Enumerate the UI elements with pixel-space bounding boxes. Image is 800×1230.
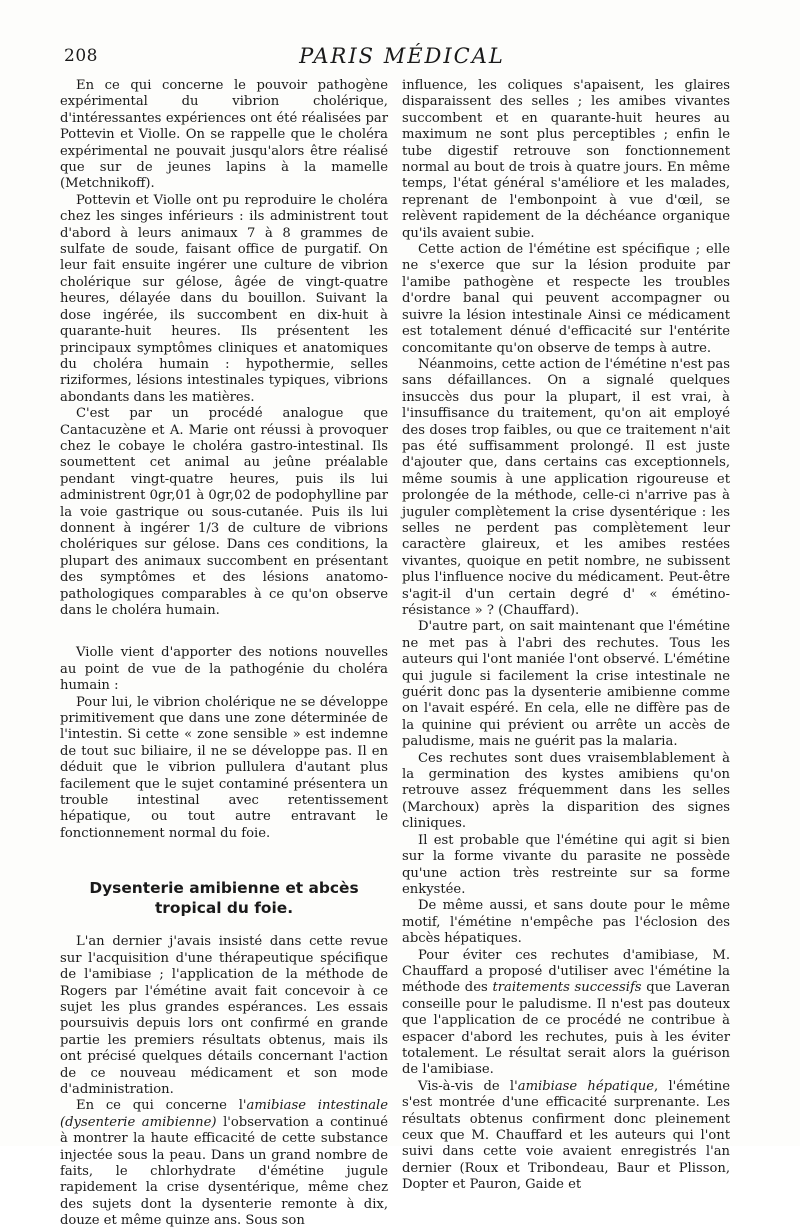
paragraph: De même aussi, et sans doute pour le même motif, l'émétine n'empêche pas l'éclosion des abcès hépatiques.: [402, 898, 730, 947]
right-column: [402, 78, 730, 1194]
paragraph: Néanmoins, cette action de l'émétine n'est pas sans défaillances. On a signalé quelques insuccès dus pour la plupart, il est vrai, à l'insuffisance du traitement, qu'on ait employé des doses trop faibles, ou que ce traitement n'ait pas été suffisamment prolongé. Il est juste d'ajouter que, dans certains cas exceptionnels, même soumis à une application rigoureuse et prolongée de la méthode, celle-ci n'arrive pas à juguler complètement la crise dysentérique : les selles ne perdent pas complètement leur caractère glaireux, et les amibes restées vivantes, quoique en petit nombre, ne subissent plus l'influence nocive du médicament. Peut-être s'agit-il d'un certain degré d' « émétino-résistance » ? (Chauffard).: [402, 356, 730, 618]
paragraph: [402, 1079, 730, 1194]
text-run: Vis-à-vis de l': [418, 1078, 518, 1094]
paragraph: Violle vient d'apporter des notions nouvelles au point de vue de la pathogénie du choléra humain :: [60, 645, 388, 694]
text-run: , l'émétine s'est montrée d'une efficacité surprenante. Les résultats obtenus confirment donc pleinement ceux que M. Chauffard et les auteurs qui l'ont suivi dans cette voie avaient enregistrés l'an dernier (Roux et Tribondeau, Baur et Plisson, Dopter et Pauron, Gaide et: [402, 1078, 730, 1193]
paragraph: [60, 1098, 388, 1229]
italic-term: traitements successifs: [492, 980, 642, 996]
text-run: l'observation a continué à montrer la haute efficacité de cette substance injectée sous la peau. Dans un grand nombre de faits, le chlorhydrate d'émétine jugule rapidement la crise dysentérique, même chez des sujets dont la dysenterie remonte à dix, douze et même quinze ans. Sous son: [60, 1114, 388, 1229]
running-title: PARIS MÉDICAL: [299, 44, 505, 68]
paragraph: Ces rechutes sont dues vraisemblablement à la germination des kystes amibiens qu'on retrouve assez fréquemment dans les selles (Marchoux) après la disparition des signes cliniques.: [402, 750, 730, 832]
paragraph: Pottevin et Violle ont pu reproduire le choléra chez les singes inférieurs : ils administrent tout d'abord à leurs animaux 7 à 8 grammes de sulfate de soude, faisant office de purgatif. On leur fait ensuite ingérer une culture de vibrion cholérique sur gélose, âgée de vingt-quatre heures, délayée dans du bouillon. Suivant la dose ingérée, ils succombent en dix-huit à quarante-huit heures. Ils présentent les principaux symptômes cliniques et anatomiques du choléra humain : hypothermie, selles riziformes, lésions intestinales typiques, vibrions abondants dans les matières.: [60, 192, 388, 405]
paragraph: L'an dernier j'avais insisté dans cette revue sur l'acquisition d'une thérapeutique spécifique de l'amibiase ; l'application de la méthode de Rogers par l'émétine avait fait concevoir à ce sujet les plus grandes espérances. Les essais poursuivis depuis lors ont confirmé en grande partie les premiers résultats obtenus, mais ils ont précisé quelques détails concernant l'action de ce nouveau médicament et son mode d'administration.: [60, 934, 388, 1097]
left-column: [60, 78, 388, 1230]
paragraph: influence, les coliques s'apaisent, les glaires disparaissent des selles ; les amibes vivantes succombent et en quarante-huit heures au maximum ne sont plus perceptibles ; enfin le tube digestif retrouve son fonctionnement normal au bout de trois à quatre jours. En même temps, l'état général s'améliore et les malades, reprenant de l'embonpoint à vue d'œil, se relèvent rapidement de la déchéance organique qu'ils avaient subie.: [402, 78, 730, 241]
paragraph: D'autre part, on sait maintenant que l'émétine ne met pas à l'abri des rechutes. Tous les auteurs qui l'ont maniée l'ont observé. L'émétine qui jugule si facilement la crise intestinale ne guérit donc pas la dysenterie amibienne comme on l'avait espéré. En cela, elle ne diffère pas de la quinine qui prévient ou arrête un accès de paludisme, mais ne guérit pas la malaria.: [402, 619, 730, 750]
section-heading: Dysenterie amibienne et abcès tropical du foie.: [89, 879, 359, 918]
text-run: que Laveran conseille pour le paludisme. Il n'est pas douteux que l'application de ce procédé ne contribue à espacer d'abord les rechutes, puis à les éviter totalement. Le résultat serait alors la guérison de l'amibiase.: [402, 980, 730, 1078]
italic-term: amibiase hépatique: [517, 1078, 655, 1094]
paragraph: En ce qui concerne le pouvoir pathogène expérimental du vibrion cholérique, d'intéressantes expériences ont été réalisées par Pottevin et Violle. On se rappelle que le choléra expérimental ne pouvait jusqu'alors être réalisé que sur de jeunes lapins à la mamelle (Metchnikoff).: [60, 78, 388, 192]
paragraph: [402, 948, 730, 1079]
paragraph: Cette action de l'émétine est spécifique ; elle ne s'exerce que sur la lésion produite par l'amibe pathogène et respecte les troubles d'ordre banal qui peuvent accompagner ou suivre la lésion intestinale Ainsi ce médicament est totalement dénué d'efficacité sur l'entérite concomitante qu'on observe de temps à autre.: [402, 242, 730, 356]
italic-term: amibiase intestinale (dysenterie amibienne): [60, 1098, 389, 1130]
paragraph: C'est par un procédé analogue que Cantacuzène et A. Marie ont réussi à provoquer chez le cobaye le choléra gastro-intestinal. Ils soumettent cet animal au jeûne préalable pendant vingt-quatre heures, puis ils lui administrent 0gr,01 à 0gr,02 de podophylline par la voie gastrique ou sous-cutanée. Puis ils lui donnent à ingérer 1/3 de culture de vibrions cholériques sur gélose. Dans ces conditions, la plupart des animaux succombent en présentant des symptômes et des lésions anatomo-pathologiques comparables à ce qu'on observe dans le choléra humain.: [60, 406, 388, 618]
paragraph: Pour lui, le vibrion cholérique ne se développe primitivement que dans une zone déterminée de l'intestin. Si cette « zone sensible » est indemne de tout suc biliaire, il ne se développe pas. Il en déduit que le vibrion pullulera d'autant plus facilement que le sujet contaminé présentera un trouble intestinal avec retentissement hépatique, ou tout autre entravant le fonctionnement normal du foie.: [60, 694, 388, 841]
page-header: [62, 44, 742, 72]
page-number: 208: [64, 46, 98, 66]
text-run: En ce qui concerne l': [76, 1098, 247, 1114]
paragraph: Il est probable que l'émétine qui agit si bien sur la forme vivante du parasite ne possède qu'une action très restreinte sur sa forme enkystée.: [402, 832, 730, 897]
text-run: Pour éviter ces rechutes d'amibiase, M. Chauffard a proposé d'utiliser avec l'émétine la méthode des: [402, 947, 730, 996]
